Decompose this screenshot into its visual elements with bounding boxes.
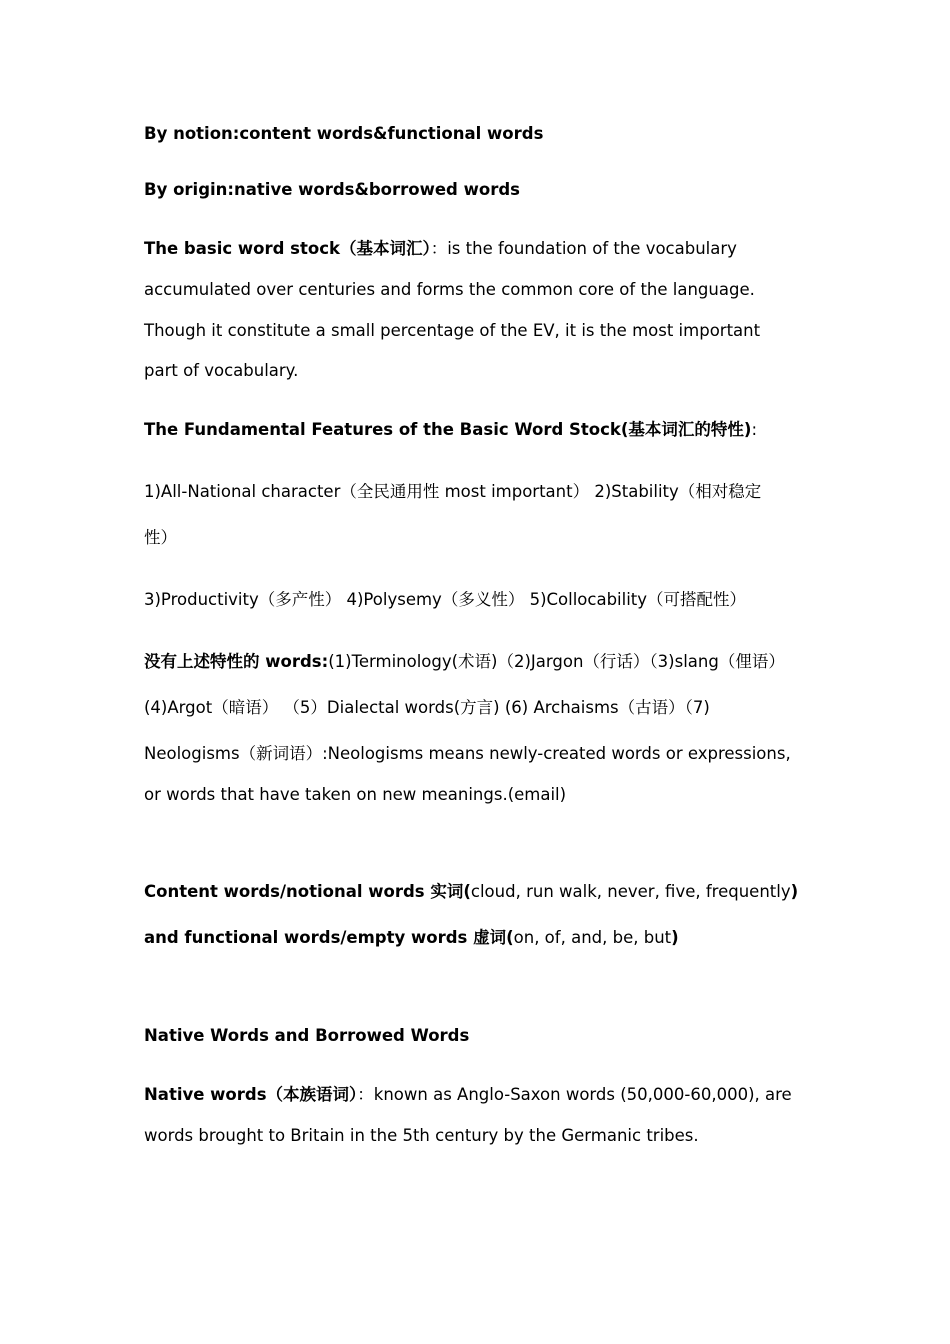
- paragraph-line: [144, 360, 298, 382]
- heading-text: Native Words and Borrowed Words: [144, 1026, 470, 1045]
- closing-paren: ): [671, 928, 679, 947]
- paragraph-text: 1)All-National character（全民通用性 most important） 2)Stability（相对稳定: [144, 482, 762, 501]
- term-label: 没有上述特性的 words:: [144, 652, 329, 671]
- term-label: and functional words/empty words 虚词(: [144, 928, 514, 947]
- non-basic-words-line: [144, 697, 710, 719]
- term-label: Content words/notional words 实词(: [144, 882, 471, 901]
- heading-by-origin: [144, 179, 520, 201]
- closing-paren: ): [790, 882, 799, 901]
- term-label: Native words（本族语词）: [144, 1085, 358, 1104]
- heading-text: By notion:content words&functional words: [144, 124, 544, 143]
- example-words: cloud, run walk, never, five, frequently: [470, 882, 791, 901]
- heading-text: By origin:native words&borrowed words: [144, 180, 520, 199]
- paragraph-text: accumulated over centuries and forms the common core of the language.: [144, 280, 755, 299]
- paragraph-text: ：is the foundation of the vocabulary: [430, 239, 737, 258]
- paragraph-text: (4)Argot（暗语） （5）Dialectal words(方言) (6) Archaisms（古语）（7): [144, 698, 710, 717]
- heading-by-notion: [144, 123, 543, 145]
- paragraph-text: part of vocabulary.: [144, 361, 299, 380]
- non-basic-words-line: [144, 743, 791, 765]
- paragraph-text: words brought to Britain in the 5th century by the Germanic tribes.: [144, 1126, 699, 1145]
- paragraph-text: 3)Productivity（多产性） 4)Polysemy（多义性） 5)Collocability（可搭配性）: [144, 590, 747, 609]
- paragraph-text: ：known as Anglo-Saxon words (50,000-60,000), are: [357, 1085, 792, 1104]
- paragraph-text: (1)Terminology(术语)（2)Jargon（行话）（3)slang（俚语）: [328, 652, 785, 671]
- features-list-line: [144, 527, 177, 549]
- paragraph-text: Though it constitute a small percentage of the EV, it is the most important: [144, 321, 761, 340]
- paragraph-text: or words that have taken on new meanings.(email): [144, 785, 567, 804]
- example-words: on, of, and, be, but: [513, 928, 672, 947]
- native-words-definition: [144, 1084, 792, 1106]
- term-label: The basic word stock（基本词汇）: [144, 239, 431, 258]
- content-words-line: [144, 881, 798, 903]
- functional-words-line: [144, 927, 679, 949]
- paragraph-line: [144, 1125, 699, 1147]
- paragraph-text: 性）: [144, 528, 177, 547]
- paragraph-line: [144, 279, 755, 301]
- non-basic-words-line: [144, 651, 785, 673]
- native-borrowed-heading: [144, 1025, 469, 1047]
- paragraph-line: [144, 320, 760, 342]
- punctuation: :: [751, 420, 758, 439]
- features-list-line: [144, 589, 746, 611]
- heading-text: The Fundamental Features of the Basic Word Stock(基本词汇的特性): [144, 420, 752, 439]
- non-basic-words-line: [144, 784, 566, 806]
- fundamental-features-heading: [144, 419, 757, 441]
- features-list-line: [144, 481, 761, 503]
- paragraph-text: Neologisms（新词语）:Neologisms means newly-created words or expressions,: [144, 744, 791, 763]
- basic-word-stock-definition: [144, 238, 737, 260]
